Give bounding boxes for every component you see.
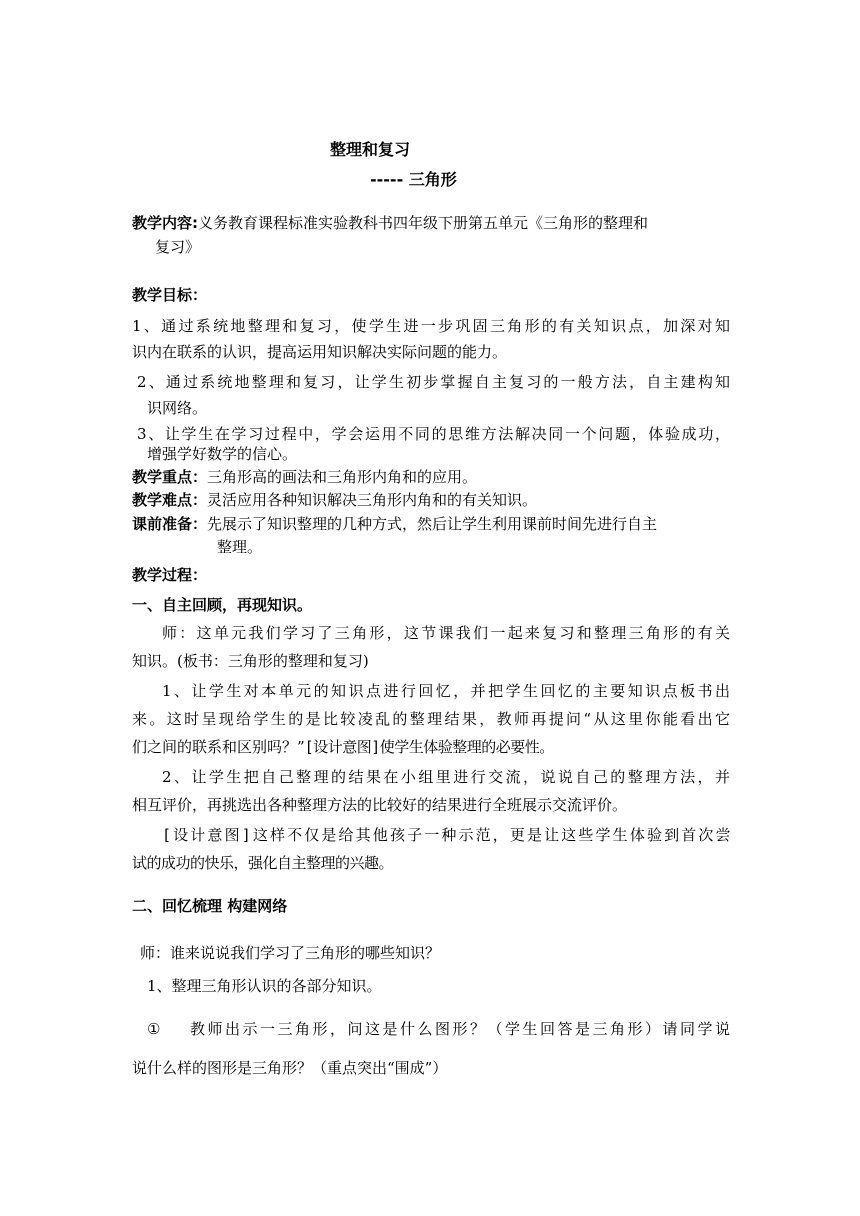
goal-3-line2: 增强学好数学的信心。 <box>147 445 298 463</box>
goal-2-line1: 2、通过系统地整理和复习，让学生初步掌握自主复习的一般方法，自主建构知 <box>137 373 730 391</box>
section-2-heading: 二、回忆梳理 构建网络 <box>132 897 288 915</box>
section-1-p1-line1: 师：这单元我们学习了三角形，这节课我们一起来复习和整理三角形的有关 <box>162 624 730 642</box>
section-1-p2-line1: 1、让学生对本单元的知识点进行回忆，并把学生回忆的主要知识点板书出 <box>162 682 730 700</box>
section-1-p4-line2: 试的成功的快乐，强化自主整理的兴趣。 <box>132 854 394 872</box>
preparation-label: 课前准备： <box>132 515 208 533</box>
document-subtitle: ----- 三角形 <box>370 170 457 189</box>
section-2-item-1: 1、整理三角形认识的各部分知识。 <box>147 977 382 995</box>
goals-label: 教学目标： <box>132 286 208 304</box>
section-1-p1-line2: 知识。(板书：三角形的整理和复习) <box>132 652 369 670</box>
key-point-label: 教学重点： <box>132 468 208 486</box>
goal-3-line1: 3、让学生在学习过程中，学会运用不同的思维方法解决同一个问题，体验成功， <box>137 425 730 443</box>
goal-1-line1: 1、通过系统地整理和复习，使学生进一步巩固三角形的有关知识点，加深对知 <box>132 317 730 335</box>
teaching-content-line2: 复习》 <box>155 238 201 256</box>
teaching-content <box>132 213 648 233</box>
key-point-text: 三角形高的画法和三角形内角和的应用。 <box>207 468 478 486</box>
goal-1-line2: 识内在联系的认识，提高运用知识解决实际问题的能力。 <box>132 343 508 361</box>
section-1-p4-line1: [设计意图]这样不仅是给其他孩子一种示范，更是让这些学生体验到首次尝 <box>162 826 730 844</box>
preparation-text: 先展示了知识整理的几种方式，然后让学生利用课前时间先进行自主 <box>207 515 658 533</box>
difficulty-label: 教学难点： <box>132 491 208 509</box>
difficulty-text: 灵活应用各种知识解决三角形内角和的有关知识。 <box>207 491 538 509</box>
preparation <box>132 514 657 534</box>
section-1-p3-line1: 2、让学生把自己整理的结果在小组里进行交流，说说自己的整理方法，并 <box>162 768 730 786</box>
section-1-p3-line2: 相互评价，再挑选出各种整理方法的比较好的结果进行全班展示交流评价。 <box>132 796 628 814</box>
section-1-heading: 一、自主回顾，再现知识。 <box>132 596 313 614</box>
teaching-content-text: 义务教育课程标准实验教科书四年级下册第五单元《三角形的整理和 <box>198 214 649 232</box>
teaching-content-label: 教学内容: <box>132 214 198 232</box>
preparation-line2: 整理。 <box>217 538 263 556</box>
key-point <box>132 467 477 487</box>
section-2-c-line2: 说什么样的图形是三角形？（重点突出“围成”） <box>132 1059 448 1077</box>
section-1-p2-line2: 来。这时呈现给学生的是比较凌乱的整理结果，教师再提问“从这里你能看出它 <box>132 710 730 728</box>
process-label: 教学过程： <box>132 566 208 584</box>
section-1-p2-line3 <box>132 737 554 757</box>
goal-2-line2: 识网络。 <box>147 399 208 417</box>
design-intent-1: [设计意图]使学生体验整理的必要性。 <box>304 738 554 756</box>
document-title: 整理和复习 <box>330 140 411 159</box>
difficulty <box>132 490 537 510</box>
section-2-c-line1: 教师出示一三角形，问这是什么图形？（学生回答是三角形）请同学说 <box>190 1020 730 1038</box>
circled-number-1: ① <box>147 1020 161 1038</box>
section-1-p2-line3-text: 们之间的联系和区别吗？” <box>132 738 305 756</box>
section-2-question: 师：谁来说说我们学习了三角形的哪些知识？ <box>140 944 441 962</box>
